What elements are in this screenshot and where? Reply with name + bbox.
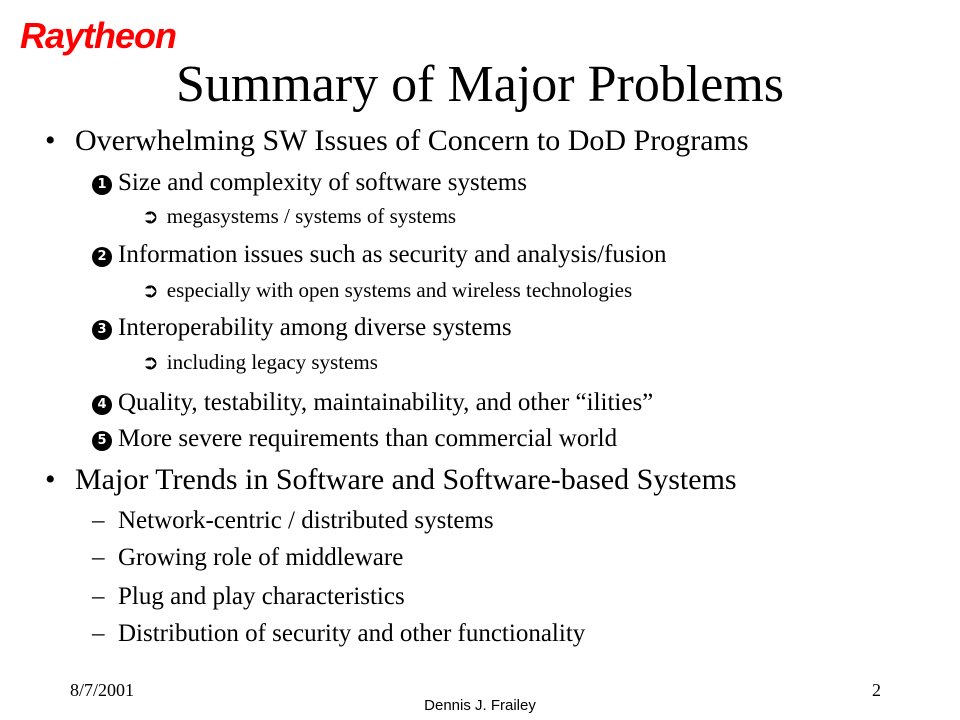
numbered-item-text: Information issues such as security and analysis/fusion: [118, 241, 667, 268]
dash-item: [92, 621, 585, 646]
dash-item: [92, 545, 403, 570]
number-1-icon: 1: [92, 175, 112, 195]
dash-item: [92, 508, 494, 533]
footer-date: 8/7/2001: [70, 680, 135, 700]
slide-title: Summary of Major Problems: [175, 56, 785, 113]
dash-item-text: Plug and play characteristics: [118, 583, 405, 610]
bullet-text: Major Trends in Software and Software-based Systems: [75, 463, 737, 496]
dash-marker: –: [92, 507, 105, 534]
sub-item: [142, 352, 378, 373]
numbered-item: [92, 390, 653, 415]
number-2-icon: 2: [92, 247, 112, 267]
numbered-item-text: Interoperability among diverse systems: [118, 314, 512, 341]
arrow-right-icon: ➲: [142, 350, 159, 374]
sub-item-text: including legacy systems: [166, 350, 378, 374]
footer-author: Dennis J. Frailey: [424, 697, 536, 714]
bullet-text: Overwhelming SW Issues of Concern to DoD Programs: [75, 124, 749, 157]
sub-item: [142, 280, 632, 301]
number-5-icon: 5: [92, 431, 112, 451]
bullet-item: [45, 465, 737, 495]
numbered-item: [92, 315, 512, 340]
bullet-dot-icon: •: [45, 463, 56, 496]
sub-item: [142, 206, 456, 227]
numbered-item-text: More severe requirements than commercial world: [118, 425, 618, 452]
arrow-right-icon: ➲: [142, 278, 159, 302]
dash-item: [92, 584, 405, 609]
bullet-dot-icon: •: [45, 124, 56, 157]
number-4-icon: 4: [92, 395, 112, 415]
numbered-item-text: Size and complexity of software systems: [118, 169, 527, 196]
dash-marker: –: [92, 620, 105, 647]
number-3-icon: 3: [92, 320, 112, 340]
page-number: 2: [872, 680, 881, 700]
numbered-item: [92, 426, 617, 451]
raytheon-logo: Raytheon: [20, 15, 177, 56]
dash-item-text: Growing role of middleware: [118, 544, 404, 571]
numbered-item: [92, 242, 667, 267]
dash-marker: –: [92, 544, 105, 571]
arrow-right-icon: ➲: [142, 204, 159, 228]
numbered-item-text: Quality, testability, maintainability, and other “ilities”: [118, 389, 654, 416]
sub-item-text: especially with open systems and wireless technologies: [166, 278, 633, 302]
dash-item-text: Network-centric / distributed systems: [118, 507, 494, 534]
dash-marker: –: [92, 583, 105, 610]
numbered-item: [92, 170, 527, 195]
sub-item-text: megasystems / systems of systems: [166, 204, 457, 228]
bullet-item: [45, 126, 749, 156]
dash-item-text: Distribution of security and other functionality: [118, 620, 586, 647]
